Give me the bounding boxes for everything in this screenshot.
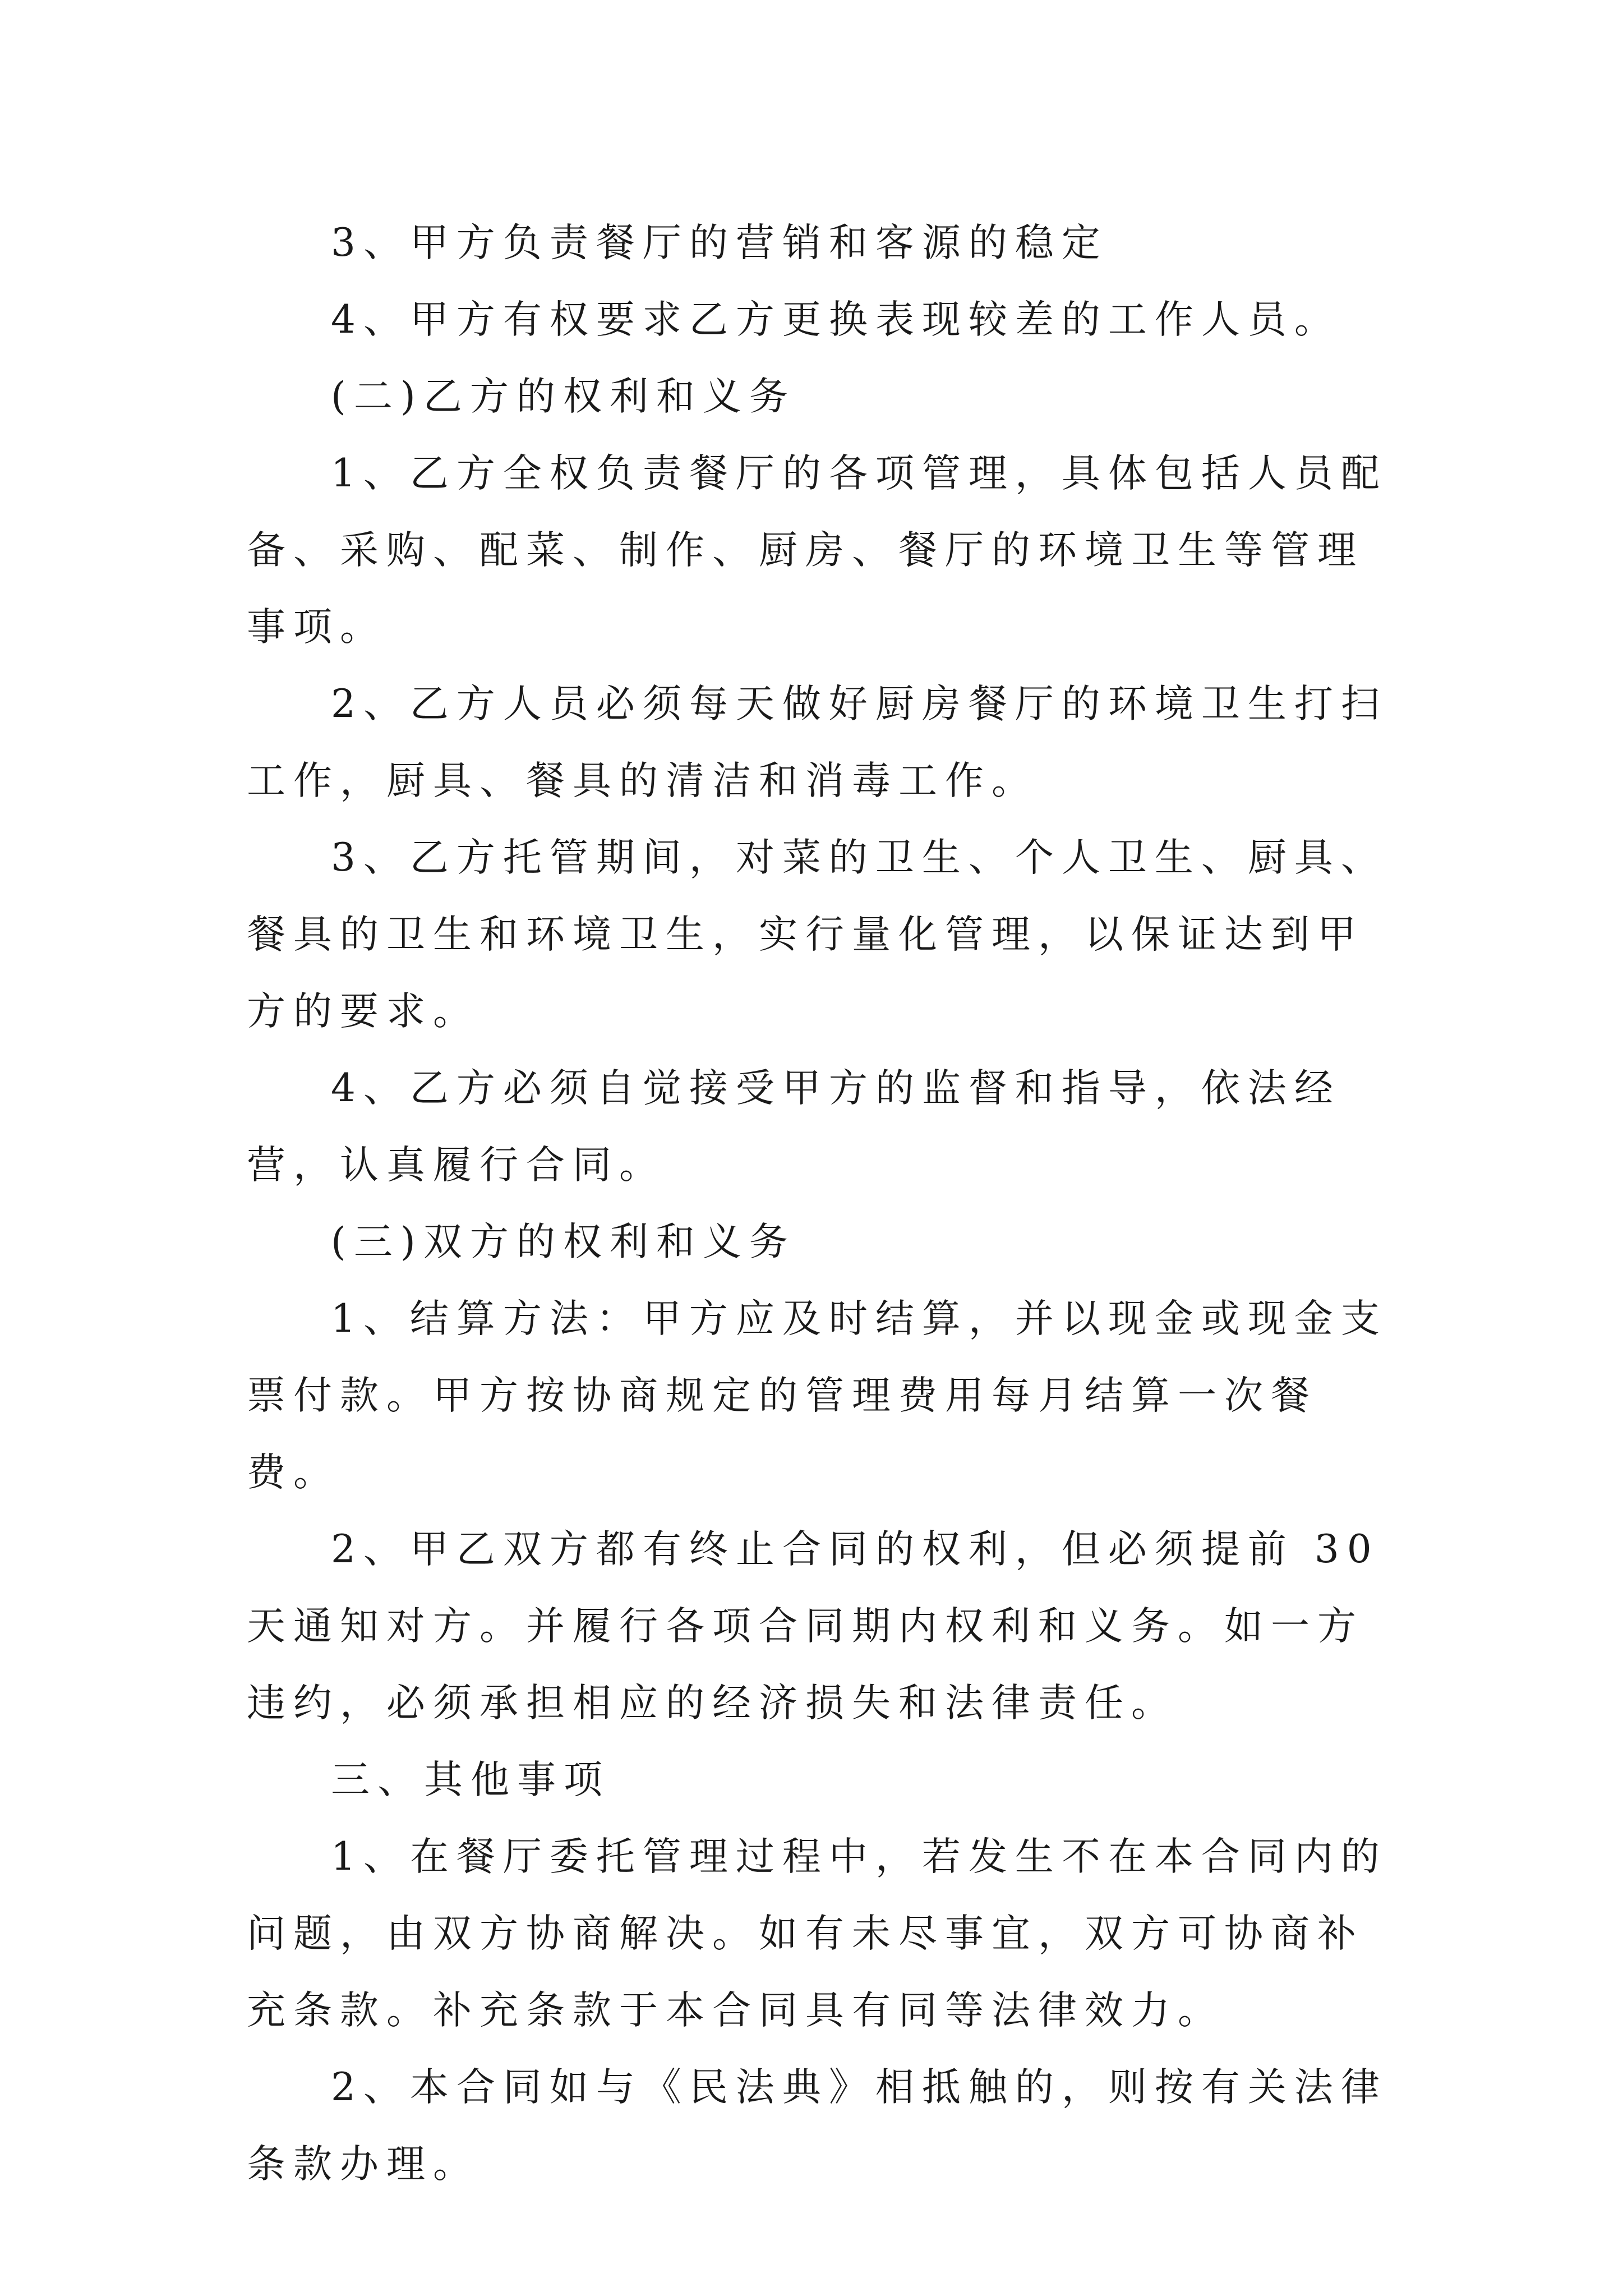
paragraph-both-clause-1: 1、结算方法：甲方应及时结算，并以现金或现金支票付款。甲方按协商规定的管理费用每月结算一次餐费。 — [247, 1296, 1387, 1495]
paragraph-party-b-clause-1: 1、乙方全权负责餐厅的各项管理，具体包括人员配备、采购、配菜、制作、厨房、餐厅的环境卫生等管理事项。 — [247, 451, 1387, 650]
paragraph-both-clause-2: 2、甲乙双方都有终止合同的权利，但必须提前 30 天通知对方。并履行各项合同期内权利和义务。如一方违约，必须承担相应的经济损失和法律责任。 — [247, 1527, 1380, 1726]
paragraph-other-clause-1: 1、在餐厅委托管理过程中，若发生不在本合同内的问题，由双方协商解决。如有未尽事宜，双方可协商补充条款。补充条款于本合同具有同等法律效力。 — [247, 1834, 1387, 2033]
document-body — [247, 205, 1391, 2203]
section-heading-party-b: (二)乙方的权利和义务 — [331, 374, 796, 419]
paragraph-other-clause-2: 2、本合同如与《民法典》相抵触的，则按有关法律条款办理。 — [247, 2065, 1387, 2187]
paragraph-party-a-clause-4: 4、甲方有权要求乙方更换表现较差的工作人员。 — [331, 297, 1341, 342]
section-heading-other-matters: 三、其他事项 — [331, 1757, 610, 1802]
paragraph-party-b-clause-2: 2、乙方人员必须每天做好厨房餐厅的环境卫生打扫工作，厨具、餐具的清洁和消毒工作。 — [247, 682, 1387, 803]
paragraph-party-a-clause-3: 3、甲方负责餐厅的营销和客源的稳定 — [331, 220, 1108, 265]
paragraph-party-b-clause-3: 3、乙方托管期间，对菜的卫生、个人卫生、厨具、餐具的卫生和环境卫生，实行量化管理，以保证达到甲方的要求。 — [247, 835, 1387, 1034]
section-heading-both-parties: (三)双方的权利和义务 — [331, 1220, 796, 1264]
paragraph-party-b-clause-4: 4、乙方必须自觉接受甲方的监督和指导，依法经营，认真履行合同。 — [247, 1066, 1341, 1188]
